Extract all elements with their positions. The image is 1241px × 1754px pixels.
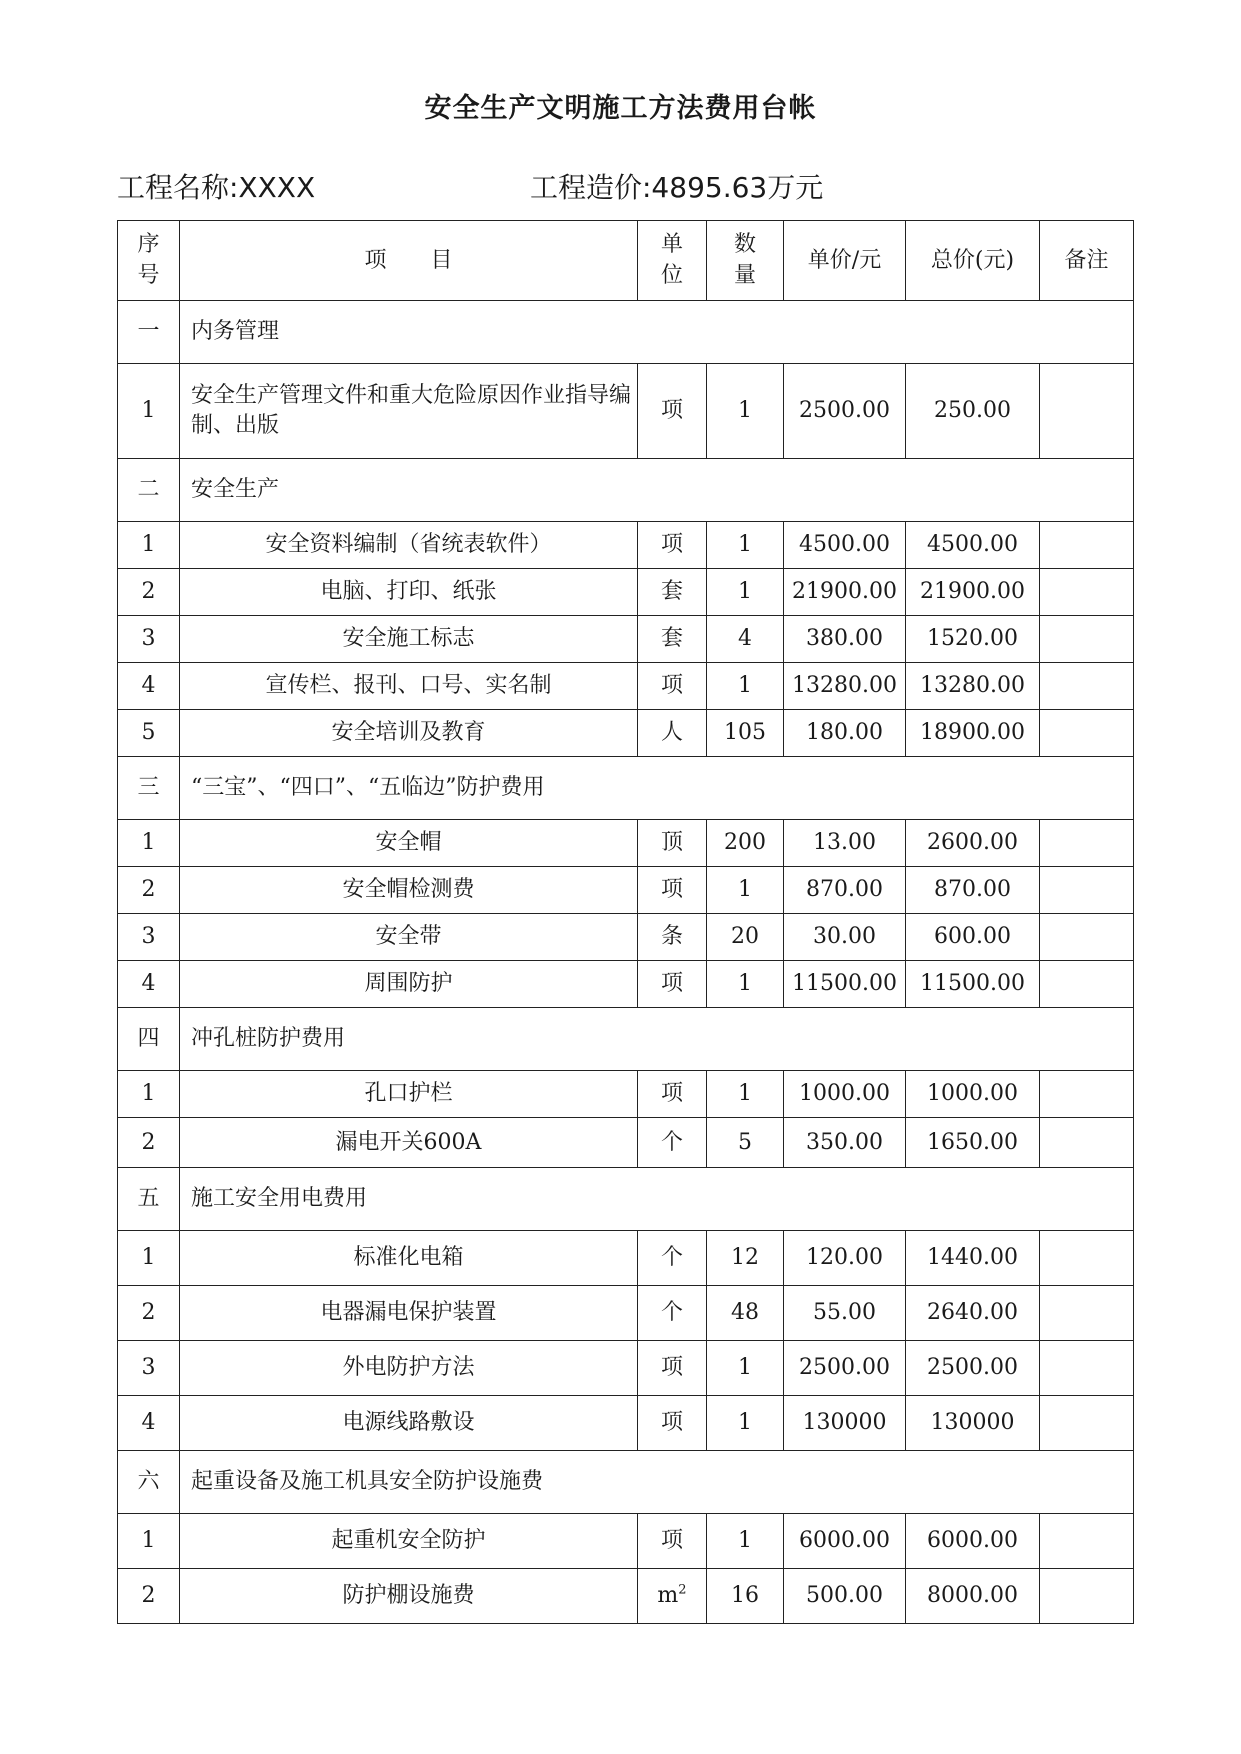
table-row xyxy=(118,1569,1134,1624)
row-note xyxy=(1040,1341,1134,1396)
row-number: 2 xyxy=(118,1569,180,1624)
section-number: 一 xyxy=(118,301,180,364)
row-item: 宣传栏、报刊、口号、实名制 xyxy=(180,663,638,710)
header-note: 备注 xyxy=(1040,221,1134,301)
row-unit: 条 xyxy=(638,914,707,961)
header-total: 总价(元) xyxy=(906,221,1040,301)
row-item: 安全帽检测费 xyxy=(180,867,638,914)
row-number: 1 xyxy=(118,820,180,867)
row-item: 外电防护方法 xyxy=(180,1341,638,1396)
table-row xyxy=(118,710,1134,757)
row-qty: 1 xyxy=(707,663,784,710)
section-number: 五 xyxy=(118,1168,180,1231)
row-item: 电脑、打印、纸张 xyxy=(180,569,638,616)
row-price: 120.00 xyxy=(784,1231,906,1286)
unit-base: m xyxy=(657,1583,679,1609)
section-name: 冲孔桩防护费用 xyxy=(180,1008,1134,1071)
row-item: 电器漏电保护装置 xyxy=(180,1286,638,1341)
table-row xyxy=(118,616,1134,663)
row-unit: 套 xyxy=(638,616,707,663)
row-number: 1 xyxy=(118,1514,180,1569)
row-total: 1000.00 xyxy=(906,1071,1040,1118)
row-number: 4 xyxy=(118,961,180,1008)
row-note xyxy=(1040,569,1134,616)
row-unit: 项 xyxy=(638,522,707,569)
row-total: 1440.00 xyxy=(906,1231,1040,1286)
row-qty: 200 xyxy=(707,820,784,867)
row-number: 1 xyxy=(118,364,180,459)
row-item: 防护棚设施费 xyxy=(180,1569,638,1624)
section-row xyxy=(118,1168,1134,1231)
row-note xyxy=(1040,867,1134,914)
row-item: 安全培训及教育 xyxy=(180,710,638,757)
row-unit: 项 xyxy=(638,1514,707,1569)
row-price: 6000.00 xyxy=(784,1514,906,1569)
row-total: 8000.00 xyxy=(906,1569,1040,1624)
row-number: 4 xyxy=(118,1396,180,1451)
row-item: 周围防护 xyxy=(180,961,638,1008)
row-number: 2 xyxy=(118,867,180,914)
row-number: 3 xyxy=(118,1341,180,1396)
row-note xyxy=(1040,820,1134,867)
section-number: 六 xyxy=(118,1451,180,1514)
row-unit: 人 xyxy=(638,710,707,757)
row-price: 1000.00 xyxy=(784,1071,906,1118)
row-item: 孔口护栏 xyxy=(180,1071,638,1118)
row-total: 2600.00 xyxy=(906,820,1040,867)
header-seq-line-2: 号 xyxy=(137,262,160,288)
table-row xyxy=(118,1231,1134,1286)
row-note xyxy=(1040,914,1134,961)
row-total: 130000 xyxy=(906,1396,1040,1451)
header-price: 单价/元 xyxy=(784,221,906,301)
row-price: 13280.00 xyxy=(784,663,906,710)
table-row xyxy=(118,820,1134,867)
header-seq-line-1: 序 xyxy=(137,231,160,257)
table-row xyxy=(118,1341,1134,1396)
table-row xyxy=(118,364,1134,459)
row-price: 2500.00 xyxy=(784,364,906,459)
row-item: 标准化电箱 xyxy=(180,1231,638,1286)
row-note xyxy=(1040,1286,1134,1341)
row-unit: 个 xyxy=(638,1231,707,1286)
row-qty: 1 xyxy=(707,522,784,569)
row-note xyxy=(1040,1231,1134,1286)
section-number: 四 xyxy=(118,1008,180,1071)
row-price: 13.00 xyxy=(784,820,906,867)
row-number: 2 xyxy=(118,1286,180,1341)
table-row xyxy=(118,522,1134,569)
row-qty: 1 xyxy=(707,1071,784,1118)
row-qty: 20 xyxy=(707,914,784,961)
section-number: 三 xyxy=(118,757,180,820)
table-row xyxy=(118,1396,1134,1451)
row-qty: 1 xyxy=(707,961,784,1008)
document-title: 安全生产文明施工方法费用台帐 xyxy=(424,93,817,124)
row-total: 1520.00 xyxy=(906,616,1040,663)
cost-ledger-table xyxy=(117,220,1134,1624)
row-number: 1 xyxy=(118,1231,180,1286)
header-qty-line-1: 数 xyxy=(733,231,756,257)
row-total: 2500.00 xyxy=(906,1341,1040,1396)
row-number: 2 xyxy=(118,1118,180,1168)
row-qty: 1 xyxy=(707,867,784,914)
row-note xyxy=(1040,961,1134,1008)
row-item: 起重机安全防护 xyxy=(180,1514,638,1569)
row-item: 安全施工标志 xyxy=(180,616,638,663)
row-note xyxy=(1040,1514,1134,1569)
row-item: 安全帽 xyxy=(180,820,638,867)
row-item: 安全资料编制（省统表软件） xyxy=(180,522,638,569)
header-qty-line-2: 量 xyxy=(733,262,756,288)
row-price: 870.00 xyxy=(784,867,906,914)
row-total: 870.00 xyxy=(906,867,1040,914)
row-price: 11500.00 xyxy=(784,961,906,1008)
row-qty: 1 xyxy=(707,364,784,459)
row-item: 电源线路敷设 xyxy=(180,1396,638,1451)
row-price: 4500.00 xyxy=(784,522,906,569)
table-row xyxy=(118,1514,1134,1569)
section-name: “三宝”、“四口”、“五临边”防护费用 xyxy=(180,757,1134,820)
table-row xyxy=(118,663,1134,710)
table-row xyxy=(118,569,1134,616)
row-unit: 套 xyxy=(638,569,707,616)
header-seq xyxy=(118,221,180,301)
row-unit: 项 xyxy=(638,364,707,459)
row-note xyxy=(1040,1569,1134,1624)
section-name: 施工安全用电费用 xyxy=(180,1168,1134,1231)
row-unit: 个 xyxy=(638,1286,707,1341)
row-item: 漏电开关600A xyxy=(180,1118,638,1168)
row-number: 1 xyxy=(118,522,180,569)
row-number: 5 xyxy=(118,710,180,757)
row-total: 4500.00 xyxy=(906,522,1040,569)
row-total: 13280.00 xyxy=(906,663,1040,710)
section-row xyxy=(118,1008,1134,1071)
row-price: 350.00 xyxy=(784,1118,906,1168)
row-price: 500.00 xyxy=(784,1569,906,1624)
row-note xyxy=(1040,1071,1134,1118)
project-name: 工程名称:XXXX xyxy=(117,171,316,204)
row-note xyxy=(1040,663,1134,710)
row-price: 21900.00 xyxy=(784,569,906,616)
header-unit-line-1: 单 xyxy=(660,231,683,257)
row-note xyxy=(1040,710,1134,757)
row-qty: 1 xyxy=(707,1396,784,1451)
row-unit: 项 xyxy=(638,1071,707,1118)
row-qty: 16 xyxy=(707,1569,784,1624)
section-name: 起重设备及施工机具安全防护设施费 xyxy=(180,1451,1134,1514)
row-price: 130000 xyxy=(784,1396,906,1451)
row-total: 1650.00 xyxy=(906,1118,1040,1168)
header-row xyxy=(118,221,1134,301)
row-note xyxy=(1040,1118,1134,1168)
row-qty: 4 xyxy=(707,616,784,663)
project-cost: 工程造价:4895.63万元 xyxy=(530,171,824,204)
row-number: 4 xyxy=(118,663,180,710)
row-price: 55.00 xyxy=(784,1286,906,1341)
header-item: 项 目 xyxy=(180,221,638,301)
section-name: 安全生产 xyxy=(180,459,1134,522)
row-unit: 项 xyxy=(638,1396,707,1451)
row-qty: 48 xyxy=(707,1286,784,1341)
table-row xyxy=(118,961,1134,1008)
row-number: 1 xyxy=(118,1071,180,1118)
row-item: 安全带 xyxy=(180,914,638,961)
row-unit: 项 xyxy=(638,1341,707,1396)
row-price: 180.00 xyxy=(784,710,906,757)
row-total: 11500.00 xyxy=(906,961,1040,1008)
row-qty: 12 xyxy=(707,1231,784,1286)
section-row xyxy=(118,301,1134,364)
row-qty: 1 xyxy=(707,569,784,616)
row-price: 30.00 xyxy=(784,914,906,961)
table-row xyxy=(118,867,1134,914)
table-row xyxy=(118,1071,1134,1118)
row-unit: 个 xyxy=(638,1118,707,1168)
row-unit: 顶 xyxy=(638,820,707,867)
row-note xyxy=(1040,616,1134,663)
unit-superscript: 2 xyxy=(678,1582,687,1598)
row-total: 21900.00 xyxy=(906,569,1040,616)
table-row xyxy=(118,914,1134,961)
row-item: 安全生产管理文件和重大危险原因作业指导编制、出版 xyxy=(180,364,638,459)
row-note xyxy=(1040,522,1134,569)
row-qty: 5 xyxy=(707,1118,784,1168)
row-qty: 105 xyxy=(707,710,784,757)
row-note xyxy=(1040,364,1134,459)
row-number: 2 xyxy=(118,569,180,616)
section-row xyxy=(118,1451,1134,1514)
row-unit xyxy=(638,1569,707,1624)
row-total: 600.00 xyxy=(906,914,1040,961)
row-number: 3 xyxy=(118,616,180,663)
table-row xyxy=(118,1118,1134,1168)
row-total: 250.00 xyxy=(906,364,1040,459)
section-row xyxy=(118,459,1134,522)
header-unit xyxy=(638,221,707,301)
section-number: 二 xyxy=(118,459,180,522)
row-qty: 1 xyxy=(707,1514,784,1569)
row-price: 2500.00 xyxy=(784,1341,906,1396)
row-unit: 项 xyxy=(638,867,707,914)
section-name: 内务管理 xyxy=(180,301,1134,364)
row-total: 6000.00 xyxy=(906,1514,1040,1569)
header-qty xyxy=(707,221,784,301)
row-qty: 1 xyxy=(707,1341,784,1396)
row-total: 2640.00 xyxy=(906,1286,1040,1341)
table-row xyxy=(118,1286,1134,1341)
header-unit-line-2: 位 xyxy=(660,262,683,288)
section-row xyxy=(118,757,1134,820)
row-note xyxy=(1040,1396,1134,1451)
row-unit: 项 xyxy=(638,663,707,710)
row-number: 3 xyxy=(118,914,180,961)
row-unit: 项 xyxy=(638,961,707,1008)
row-total: 18900.00 xyxy=(906,710,1040,757)
row-price: 380.00 xyxy=(784,616,906,663)
